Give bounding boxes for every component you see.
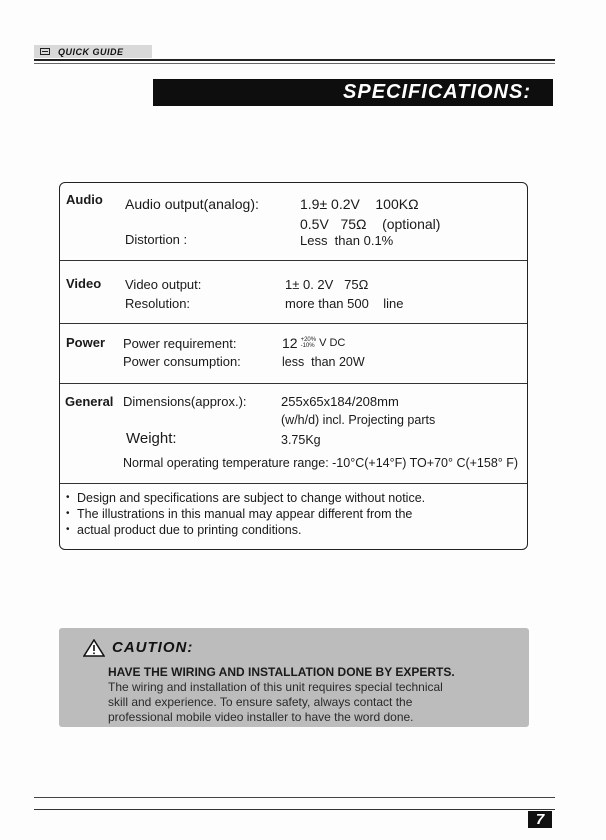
spec-label: Power requirement: <box>123 336 237 351</box>
page-number-text: 7 <box>535 811 545 828</box>
category-label: Audio <box>66 192 103 207</box>
tolerance-minus: -10% <box>300 343 315 349</box>
spec-value: 255x65x184/208mm <box>281 394 399 409</box>
note-item: • The illustrations in this manual may appear different from the <box>66 506 425 522</box>
book-icon <box>40 48 50 55</box>
spec-section-general <box>60 383 527 484</box>
caution-title: CAUTION: <box>112 639 194 656</box>
note-item-continued: • actual product due to printing conditions. <box>66 522 425 538</box>
category-label: Power <box>66 335 106 350</box>
spec-label: Distortion : <box>125 232 188 247</box>
caution-box <box>59 628 529 727</box>
specifications-table <box>59 182 528 550</box>
footer-rule <box>34 797 555 798</box>
spec-section-video <box>60 260 527 324</box>
spec-value: 0.5V 75Ω (optional) <box>300 216 441 232</box>
category-label: Video <box>66 276 102 291</box>
spec-label: Weight: <box>126 430 177 447</box>
category-label: General <box>65 394 114 409</box>
note-item: • Design and specifications are subject to change without notice. <box>66 490 425 506</box>
caution-body <box>108 680 443 725</box>
page-title-band <box>153 79 553 106</box>
power-unit: V DC <box>319 337 346 349</box>
caution-line: professional mobile video installer to have the word done. <box>108 710 414 724</box>
spec-value: 1± 0. 2V 75Ω <box>285 277 369 292</box>
footer-rule <box>34 809 555 810</box>
spec-temperature: Normal operating temperature range: -10°C(+14°F) TO+70° C(+158° F) <box>123 456 519 470</box>
spec-value: 3.75Kg <box>281 433 321 447</box>
spec-value: (w/h/d) incl. Projecting parts <box>281 413 436 427</box>
section-tab <box>34 45 152 58</box>
section-tab-label: QUICK GUIDE <box>58 46 124 57</box>
spec-label: Video output: <box>125 277 202 292</box>
power-base: 12 <box>282 335 298 351</box>
caution-line: skill and experience. To ensure safety, always contact the <box>108 695 413 709</box>
spec-label: Power consumption: <box>123 354 241 369</box>
caution-headline: HAVE THE WIRING AND INSTALLATION DONE BY EXPERTS. <box>108 665 455 679</box>
warning-triangle-icon <box>83 639 105 657</box>
spec-label: Resolution: <box>125 296 191 311</box>
spec-section-power <box>60 323 527 384</box>
spec-value: Less than 0.1% <box>300 233 394 248</box>
spec-value-power <box>282 335 345 351</box>
page-title: SPECIFICATIONS: <box>343 81 531 103</box>
spec-value: 1.9± 0.2V 100KΩ <box>300 196 419 212</box>
spec-value: less than 20W <box>282 355 365 369</box>
spec-section-audio <box>60 183 527 260</box>
header-rule-thin <box>34 63 555 64</box>
page-number <box>528 811 552 828</box>
spec-label: Dimensions(approx.): <box>123 394 247 409</box>
header-rule <box>34 59 555 61</box>
caution-line: The wiring and installation of this unit requires special technical <box>108 680 443 694</box>
power-tolerance <box>301 337 317 349</box>
spec-notes <box>60 483 527 550</box>
spec-value: more than 500 line <box>285 296 404 311</box>
tolerance-plus: +20% <box>300 337 317 343</box>
spec-label: Audio output(analog): <box>125 196 259 212</box>
